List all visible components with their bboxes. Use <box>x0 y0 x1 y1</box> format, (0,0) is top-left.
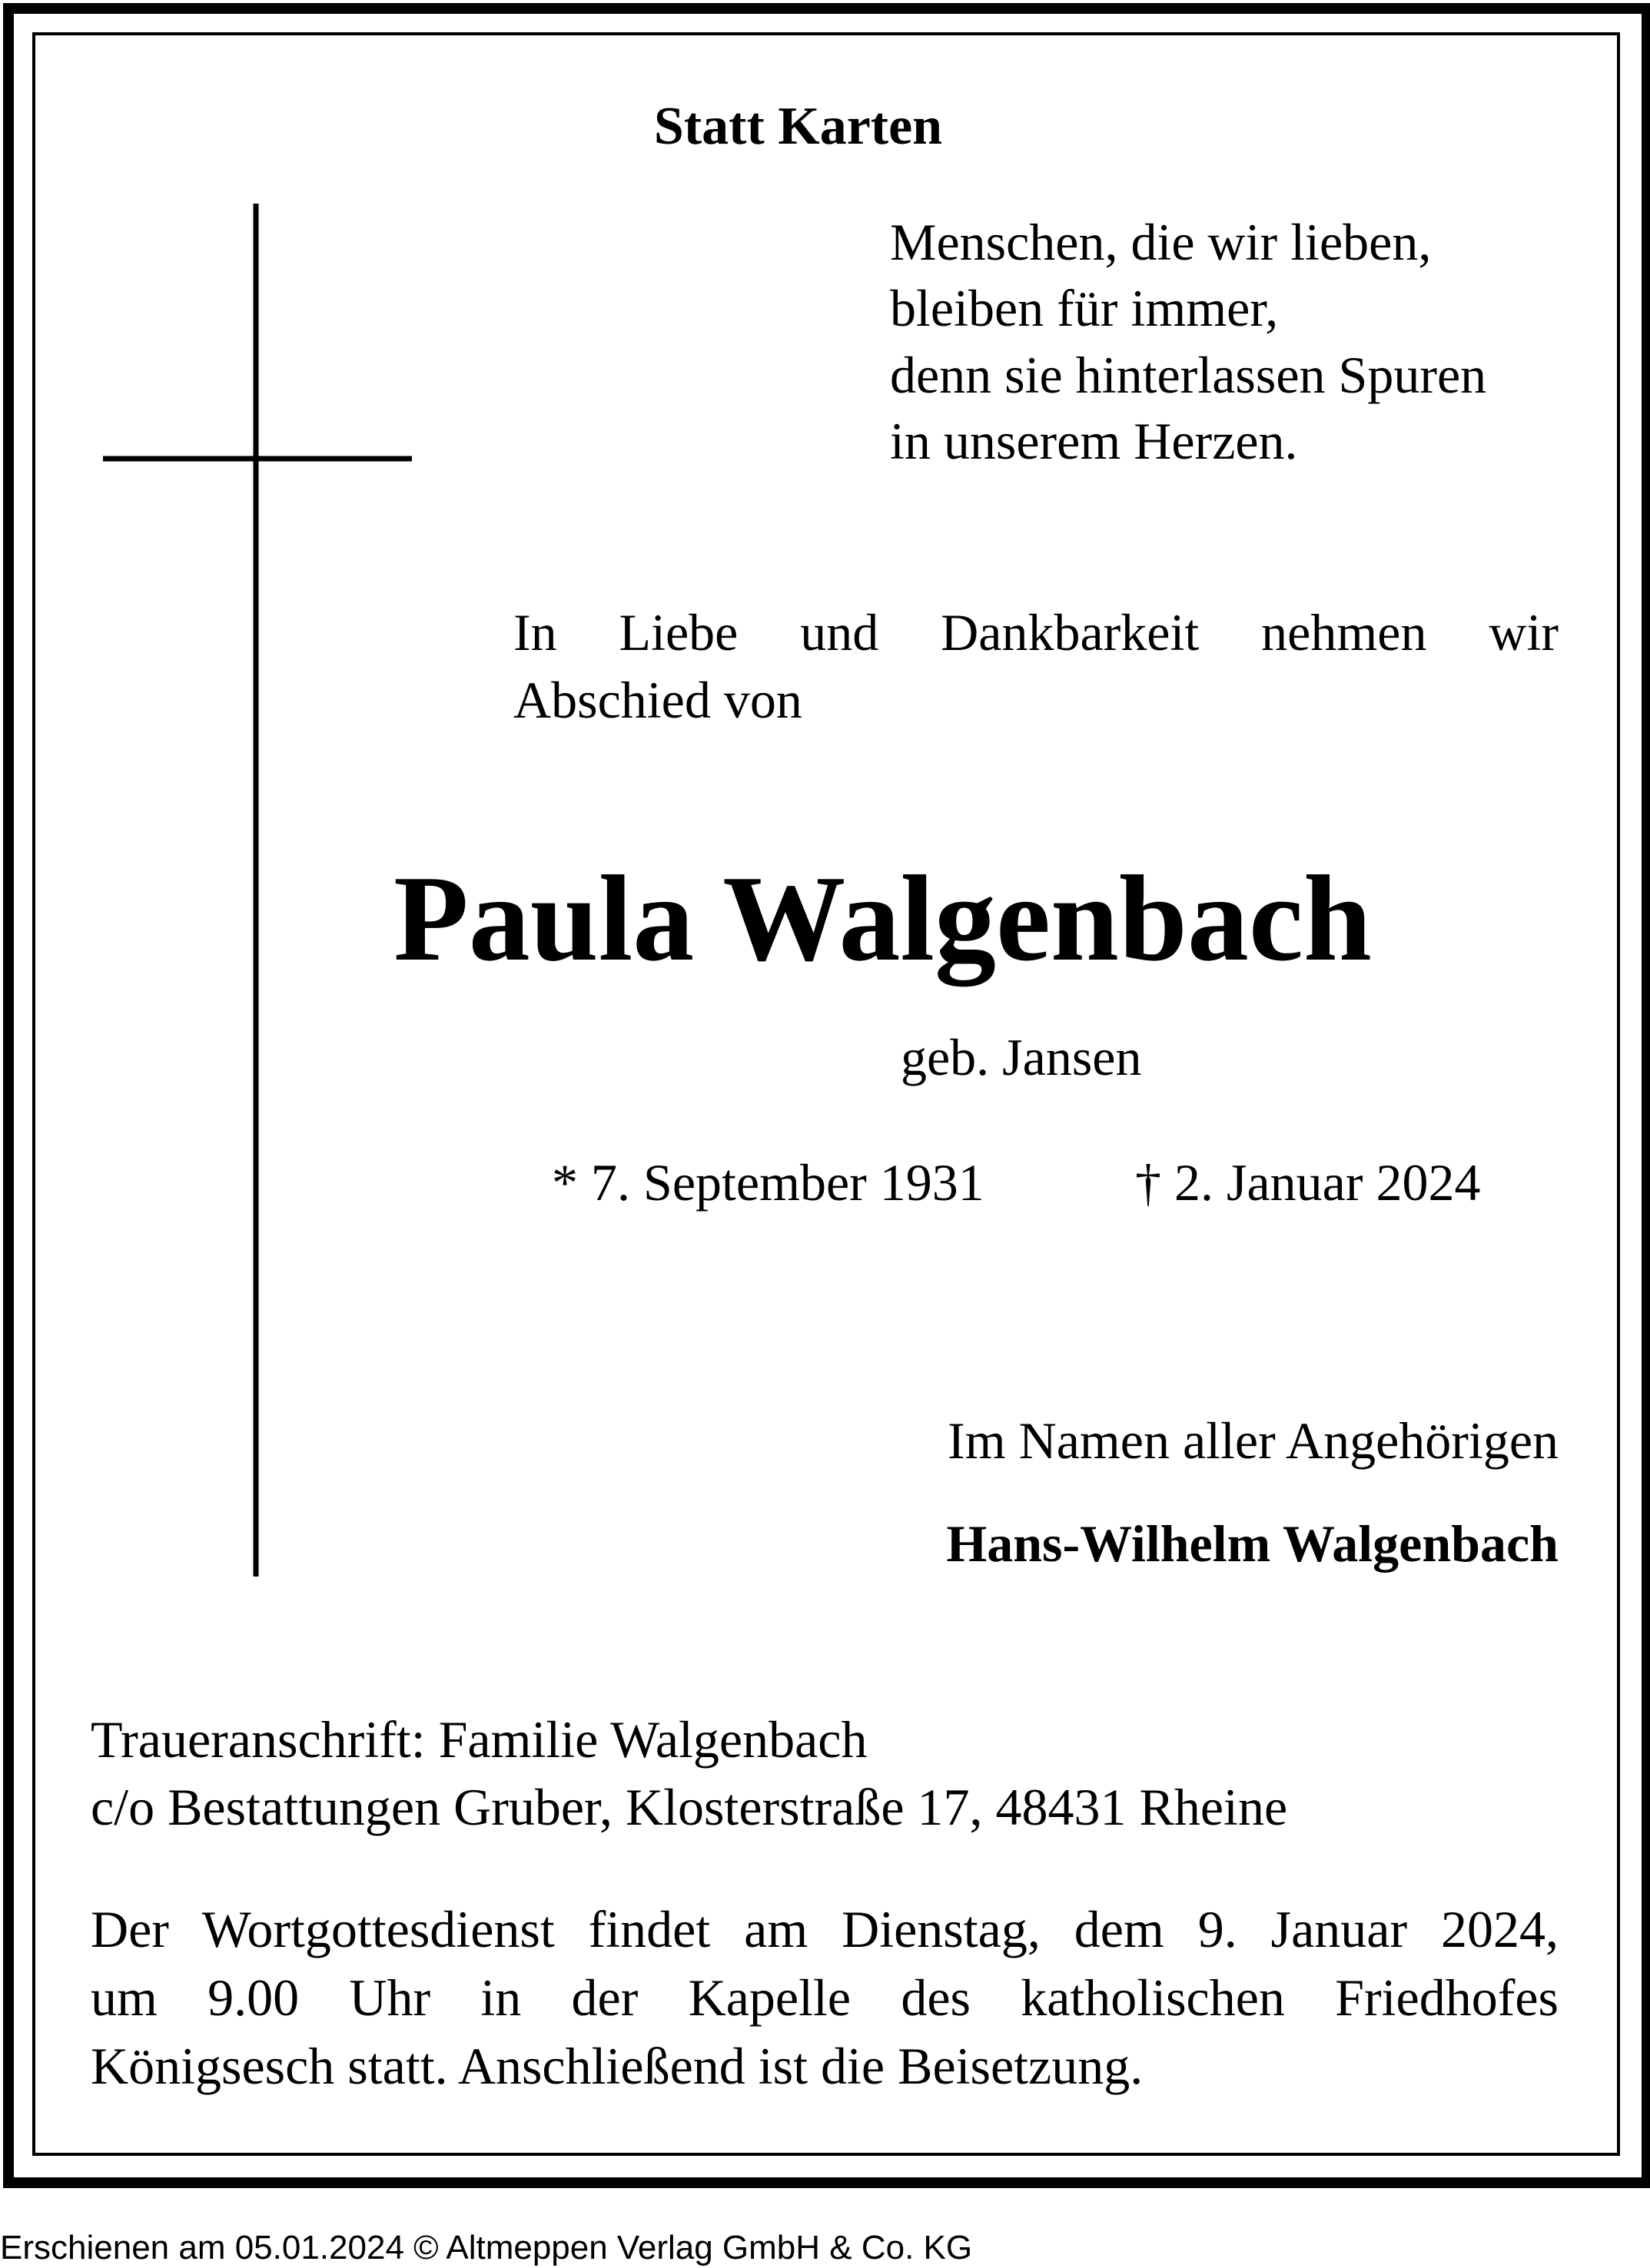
service-line: Der Wortgottesdienst findet am Dienstag, dem 9. Januar 2024, <box>91 1900 1559 1958</box>
header-statt-karten: Statt Karten <box>653 97 943 156</box>
intro-line: Abschied von <box>513 670 802 729</box>
death-date: † 2. Januar 2024 <box>1135 1153 1481 1212</box>
poem <box>890 209 1582 474</box>
birth-date: * 7. September 1931 <box>552 1153 984 1212</box>
family-label: Im Namen aller Angehörigen <box>948 1411 1559 1470</box>
service-line: Königsesch statt. Anschließend ist die Beisetzung. <box>91 2037 1144 2096</box>
poem-line: bleiben für immer, <box>890 279 1279 338</box>
poem-line: Menschen, die wir lieben, <box>890 213 1432 271</box>
deceased-name: Paula Walgenbach <box>393 850 1372 986</box>
service-info <box>91 1895 1559 2101</box>
intro-text <box>513 599 1559 734</box>
poem-line: in unserem Herzen. <box>890 412 1298 471</box>
mourning-address <box>91 1706 1559 1842</box>
address-line: c/o Bestattungen Gruber, Klosterstraße 17, 48431 Rheine <box>91 1778 1288 1837</box>
family-name: Hans-Wilhelm Walgenbach <box>946 1514 1559 1573</box>
maiden-name: geb. Jansen <box>901 1028 1142 1086</box>
service-line: um 9.00 Uhr in der Kapelle des katholischen Friedhofes <box>91 1968 1559 2028</box>
intro-line: In Liebe und Dankbarkeit nehmen wir <box>513 603 1559 662</box>
address-line: Traueranschrift: Familie Walgenbach <box>91 1710 868 1769</box>
poem-line: denn sie hinterlassen Spuren <box>890 345 1487 404</box>
publication-footer: Erschienen am 05.01.2024 © Altmeppen Verlag GmbH & Co. KG <box>0 2229 973 2266</box>
